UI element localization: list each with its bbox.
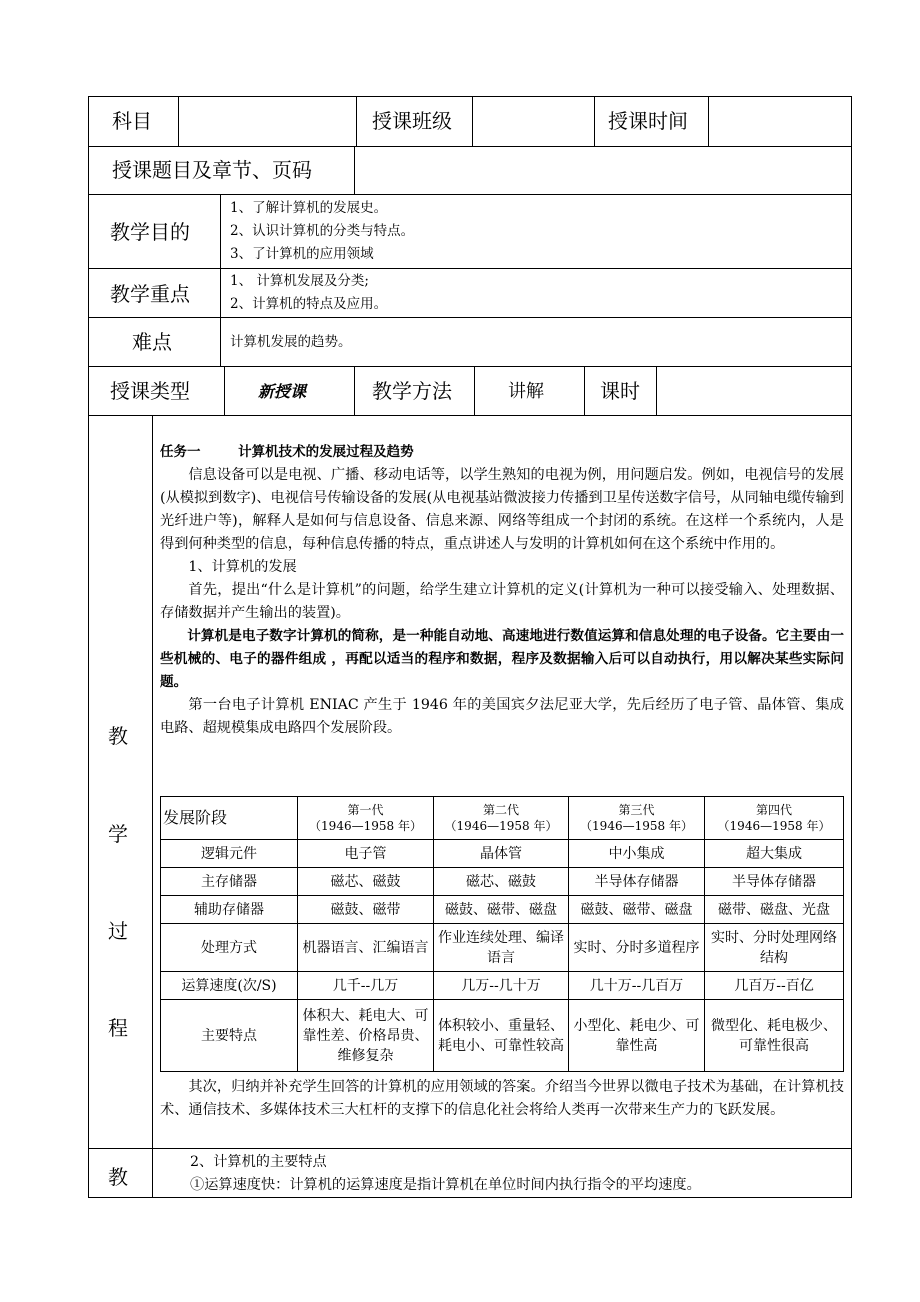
table-cell: 实时、分时处理网络结构 [705, 924, 844, 972]
table-cell: 中小集成 [569, 840, 705, 868]
difficulty-label: 难点 [132, 330, 172, 354]
class-label: 授课班级 [372, 109, 452, 133]
section-heading: 1、计算机的发展 [188, 559, 297, 575]
table-cell: 半导体存储器 [705, 868, 844, 896]
hours-label: 课时 [600, 379, 640, 403]
table-cell: 磁芯、磁鼓 [298, 868, 434, 896]
row-label: 处理方式 [161, 924, 298, 972]
paragraph-5: 其次，归纳并补充学生回答的计算机的应用领域的答案。介绍当今世界以微电子技术为基础，在计算机技术、通信技术、多媒体技术三大杠杆的支撑下的信息化社会将给人类再一次带来生产力的飞跃发展。 [160, 1079, 844, 1118]
row-label: 主存储器 [161, 868, 298, 896]
table-cell: 超大集成 [705, 840, 844, 868]
table-row [161, 924, 844, 972]
objective-item: 3、了计算机的应用领域 [230, 246, 374, 262]
lesson-type-value: 新授课 [258, 382, 307, 401]
paragraph-1: 信息设备可以是电视、广播、移动电话等，以学生熟知的电视为例，用问题启发。例如，电视信号的发展(从模拟到数字)、电视信号传输设备的发展(从电视基站微波接力传播到卫星传送数字信号，从同轴电缆传输到光纤进户等)，解释人是如何与信息设备、信息来源、网络等组成一个封闭的系统。在这样一个系统内，人是得到何种类型的信息，每种信息传播的特点，重点讲述人与发明的计算机如何在这个系统中作用的。 [160, 467, 844, 552]
generation-header: 第四代 （1946—1958 年） [705, 797, 844, 840]
table-cell: 晶体管 [434, 840, 569, 868]
difficulty-value: 计算机发展的趋势。 [230, 334, 352, 350]
table-cell: 体积大、耗电大、可靠性差、价格昂贵、维修复杂 [298, 1000, 434, 1072]
table-cell: 几百万--百亿 [705, 972, 844, 1000]
method-label: 教学方法 [372, 379, 452, 403]
row-label: 主要特点 [161, 1000, 298, 1072]
table-cell: 几万--几十万 [434, 972, 569, 1000]
process-body-after-table [160, 1076, 844, 1122]
generation-header: 第一代 （1946—1958 年） [298, 797, 434, 840]
paragraph-2: 首先，提出“什么是计算机”的问题，给学生建立计算机的定义(计算机为一种可以接受输入、处理数据、存储数据并产生输出的装置)。 [160, 582, 844, 621]
table-cell: 几千--几万 [298, 972, 434, 1000]
table-cell: 作业连续处理、编译语言 [434, 924, 569, 972]
key-point-item: 2、计算机的特点及应用。 [230, 296, 388, 312]
generation-header: 第三代 （1946—1958 年） [569, 797, 705, 840]
generation-header: 第二代 （1946—1958 年） [434, 797, 569, 840]
table-cell: 半导体存储器 [569, 868, 705, 896]
table-cell: 磁鼓、磁带、磁盘 [569, 896, 705, 924]
table-cell: 机器语言、汇编语言 [298, 924, 434, 972]
task-title: 任务一 计算机技术的发展过程及趋势 [160, 444, 414, 460]
process-label-char: 学 [108, 822, 128, 846]
row-label: 逻辑元件 [161, 840, 298, 868]
table-row [161, 896, 844, 924]
process-label-char: 过 [108, 919, 128, 943]
table-cell: 电子管 [298, 840, 434, 868]
table-row [161, 840, 844, 868]
table-cell: 体积较小、重量轻、耗电小、可靠性较高 [434, 1000, 569, 1072]
table-cell: 几十万--几百万 [569, 972, 705, 1000]
continuation-label: 教 [108, 1165, 128, 1189]
key-points-label: 教学重点 [110, 282, 190, 306]
generations-table [160, 796, 844, 1072]
key-point-item: 1、 计算机发展及分类; [230, 273, 369, 289]
table-cell: 磁鼓、磁带、磁盘 [434, 896, 569, 924]
process-body [160, 441, 844, 740]
paragraph-3: 计算机是电子数字计算机的简称，是一种能自动地、高速地进行数值运算和信息处理的电子设备。它主要由一些机械的、电子的器件组成 ，再配以适当的程序和数据，程序及数据输入后可以自动执行，用以解决某些实际问题。 [160, 628, 844, 690]
table-cell: 磁鼓、磁带 [298, 896, 434, 924]
table-cell: 磁带、磁盘、光盘 [705, 896, 844, 924]
process-label-char: 程 [108, 1016, 128, 1040]
continuation-line: 2、计算机的主要特点 [190, 1154, 327, 1170]
table-row [161, 1000, 844, 1072]
table-corner: 发展阶段 [161, 797, 298, 840]
method-value: 讲解 [508, 381, 544, 402]
topic-label: 授课题目及章节、页码 [112, 158, 312, 182]
row-label: 运算速度(次/S) [161, 972, 298, 1000]
table-cell: 小型化、耗电少、可靠性高 [569, 1000, 705, 1072]
table-cell: 实时、分时多道程序 [569, 924, 705, 972]
time-label: 授课时间 [608, 109, 688, 133]
table-row [161, 868, 844, 896]
table-cell: 微型化、耗电极少、可靠性很高 [705, 1000, 844, 1072]
subject-label: 科目 [112, 109, 152, 133]
table-row [161, 972, 844, 1000]
objective-item: 2、认识计算机的分类与特点。 [230, 223, 415, 239]
continuation-line: ①运算速度快：计算机的运算速度是指计算机在单位时间内执行指令的平均速度。 [190, 1177, 701, 1193]
objective-item: 1、了解计算机的发展史。 [230, 200, 388, 216]
paragraph-4: 第一台电子计算机 ENIAC 产生于 1946 年的美国宾夕法尼亚大学，先后经历了电子管、晶体管、集成电路、超规模集成电路四个发展阶段。 [160, 697, 844, 736]
row-label: 辅助存储器 [161, 896, 298, 924]
table-cell: 磁芯、磁鼓 [434, 868, 569, 896]
process-label-char: 教 [108, 724, 128, 748]
objectives-label: 教学目的 [110, 220, 190, 244]
lesson-type-label: 授课类型 [110, 379, 190, 403]
